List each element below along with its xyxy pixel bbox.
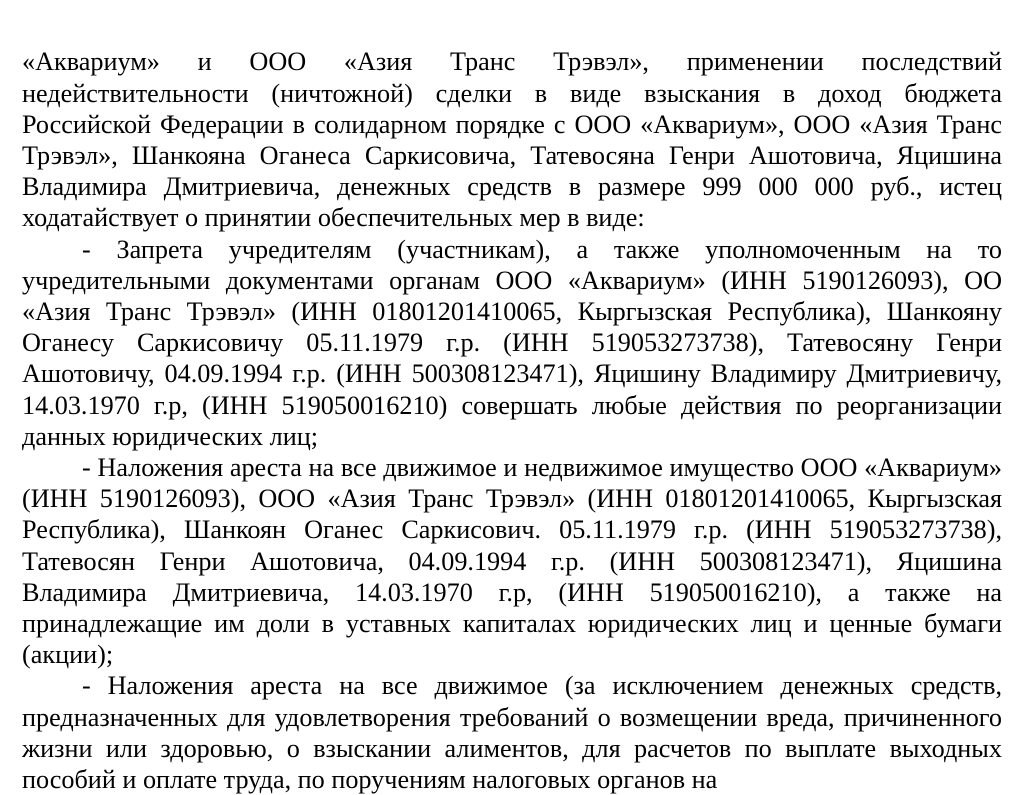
paragraph-measure-3: - Наложения ареста на все движимое (за исключением денежных средств, предназначенных для удовлетворения требований о возмещении вреда, причиненного жизни или здоровью, о взыскании алиментов, для расчетов по выплате выходных пособий и оплате труда, по поручениям налоговых органов на (22, 671, 1002, 795)
paragraph-measure-1: - Запрета учредителям (участникам), а также уполномоченным на то учредительными документами органам ООО «Аквариум» (ИНН 5190126093), ОО «Азия Транс Трэвэл» (ИНН 01801201410065, Кыргызская Республика), Шанкояну Оганесу Саркисовичу 05.11.1979 г.р. (ИНН 519053273738), Татевосяну Генри Ашотовичу, 04.09.1994 г.р. (ИНН 500308123471), Яцишину Владимиру Дмитриевичу, 14.03.1970 г.р, (ИНН 519050016210) совершать любые действия по реорганизации данных юридических лиц; (22, 234, 1002, 451)
paragraph-measure-2: - Наложения ареста на все движимое и недвижимое имущество ООО «Аквариум» (ИНН 5190126093), ООО «Азия Транс Трэвэл» (ИНН 01801201410065, Кыргызская Республика), Шанкоян Оганес Саркисович. 05.11.1979 г.р. (ИНН 519053273738), Татевосян Генри Ашотовича, 04.09.1994 г.р. (ИНН 500308123471), Яцишина Владимира Дмитриевича, 14.03.1970 г.р, (ИНН 519050016210), а также на принадлежащие им доли в уставных капиталах юридических лиц и ценные бумаги (акции); (22, 453, 1002, 670)
paragraph-intro: «Аквариум» и ООО «Азия Транс Трэвэл», применении последствий недействительности (ничтожной) сделки в виде взыскания в доход бюджета Российской Федерации в солидарном порядке с ООО «Аквариум», ООО «Азия Транс Трэвэл», Шанкояна Оганеса Саркисовича, Татевосяна Генри Ашотовича, Яцишина Владимира Дмитриевича, денежных средств в размере 999 000 000 руб., истец ходатайствует о принятии обеспечительных мер в виде: (22, 47, 1002, 233)
